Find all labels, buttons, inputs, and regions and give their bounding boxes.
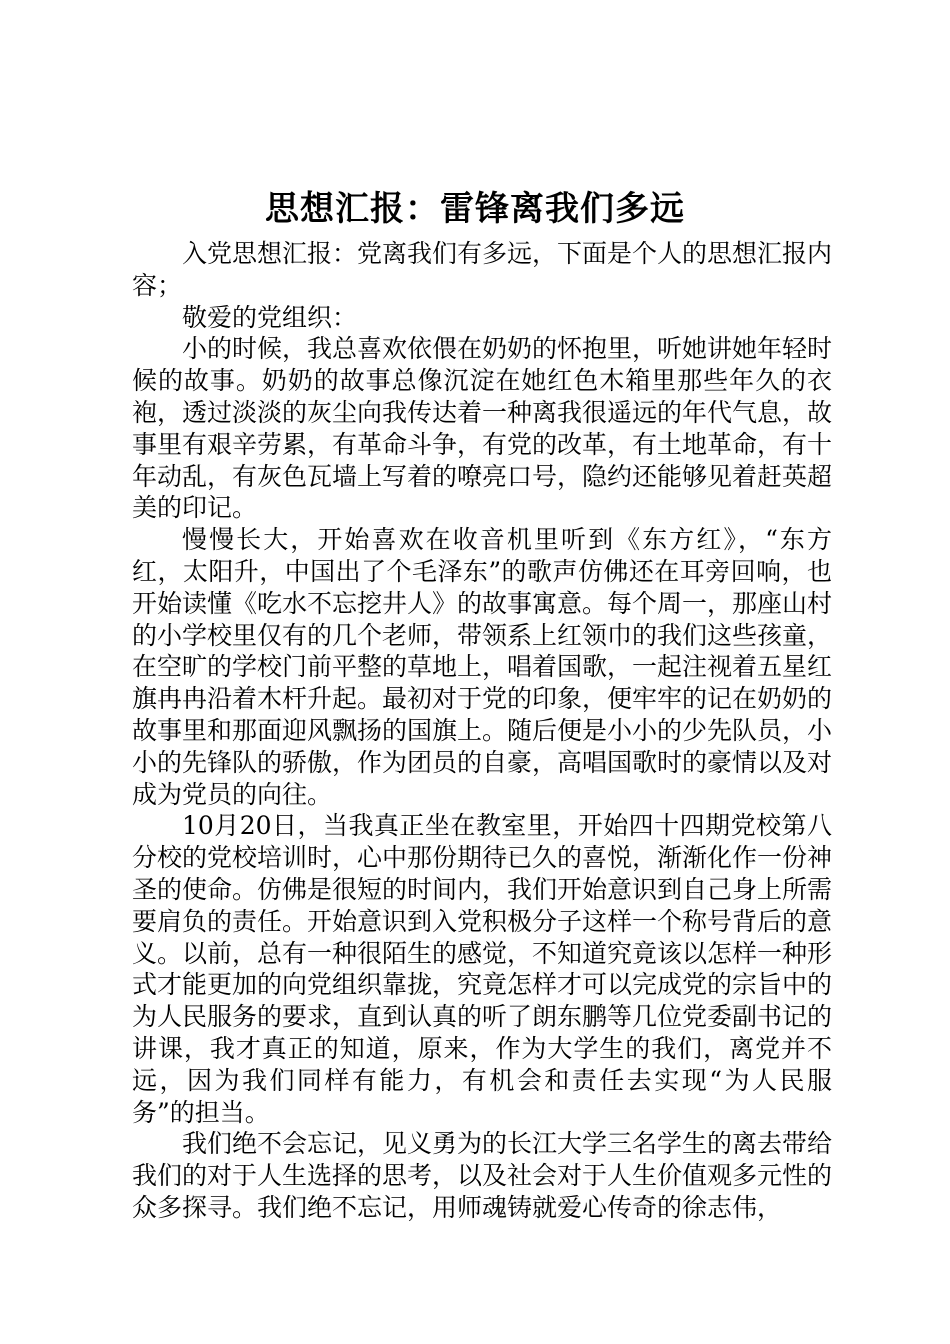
paragraph-salutation: 敬爱的党组织： [182,302,358,332]
document-body [132,238,832,1224]
paragraph-never-forget: 我们绝不会忘记，见义勇为的长江大学三名学生的离去带给我们的对于人生选择的思考，以及社会对于人生价值观多元性的众多探寻。我们绝不忘记，用师魂铸就爱心传奇的徐志伟， [132,1129,833,1222]
document-title: 思想汇报：雷锋离我们多远 [265,189,685,229]
paragraph-growing-up: 慢慢长大，开始喜欢在收音机里听到《东方红》，“东方红，太阳升，中国出了个毛泽东”的歌声仿佛还在耳旁回响，也开始读懂《吃水不忘挖井人》的故事寓意。每个周一，那座山村的小学校里仅有的几个老师，带领系上红领巾的我们这些孩童，在空旷的学校门前平整的草地上，唱着国歌，一起注视着五星红旗冉冉沿着木杆升起。最初对于党的印象，便牢牢的记在奶奶的故事里和那面迎风飘扬的国旗上。随后便是小小的少先队员，小小的先锋队的骄傲，作为团员的自豪，高唱国歌时的豪情以及对成为党员的向往。 [132,525,833,809]
paragraph-party-school: 10月20日，当我真正坐在教室里，开始四十四期党校第八分校的党校培训时，心中那份期待已久的喜悦，渐渐化作一份神圣的使命。仿佛是很短的时间内，我们开始意识到自己身上所需要肩负的责任。开始意识到入党积极分子这样一个称号背后的意义。以前，总有一种很陌生的感觉，不知道究竟该以怎样一种形式才能更加的向党组织靠拢，究竟怎样才可以完成党的宗旨中的为人民服务的要求，直到认真的听了朗东鹏等几位党委副书记的讲课，我才真正的知道，原来，作为大学生的我们，离党并不远，因为我们同样有能力，有机会和责任去实现“为人民服务”的担当。 [132,811,833,1127]
paragraph-intro: 入党思想汇报：党离我们有多远，下面是个人的思想汇报内容； [132,239,833,300]
paragraph-childhood: 小的时候，我总喜欢依偎在奶奶的怀抱里，听她讲她年轻时候的故事。奶奶的故事总像沉淀在她红色木箱里那些年久的衣袍，透过淡淡的灰尘向我传达着一种离我很遥远的年代气息，故事里有艰辛劳累，有革命斗争，有党的改革，有土地革命，有十年动乱，有灰色瓦墙上写着的嘹亮口号，隐约还能够见着赶英超美的印记。 [132,334,833,523]
